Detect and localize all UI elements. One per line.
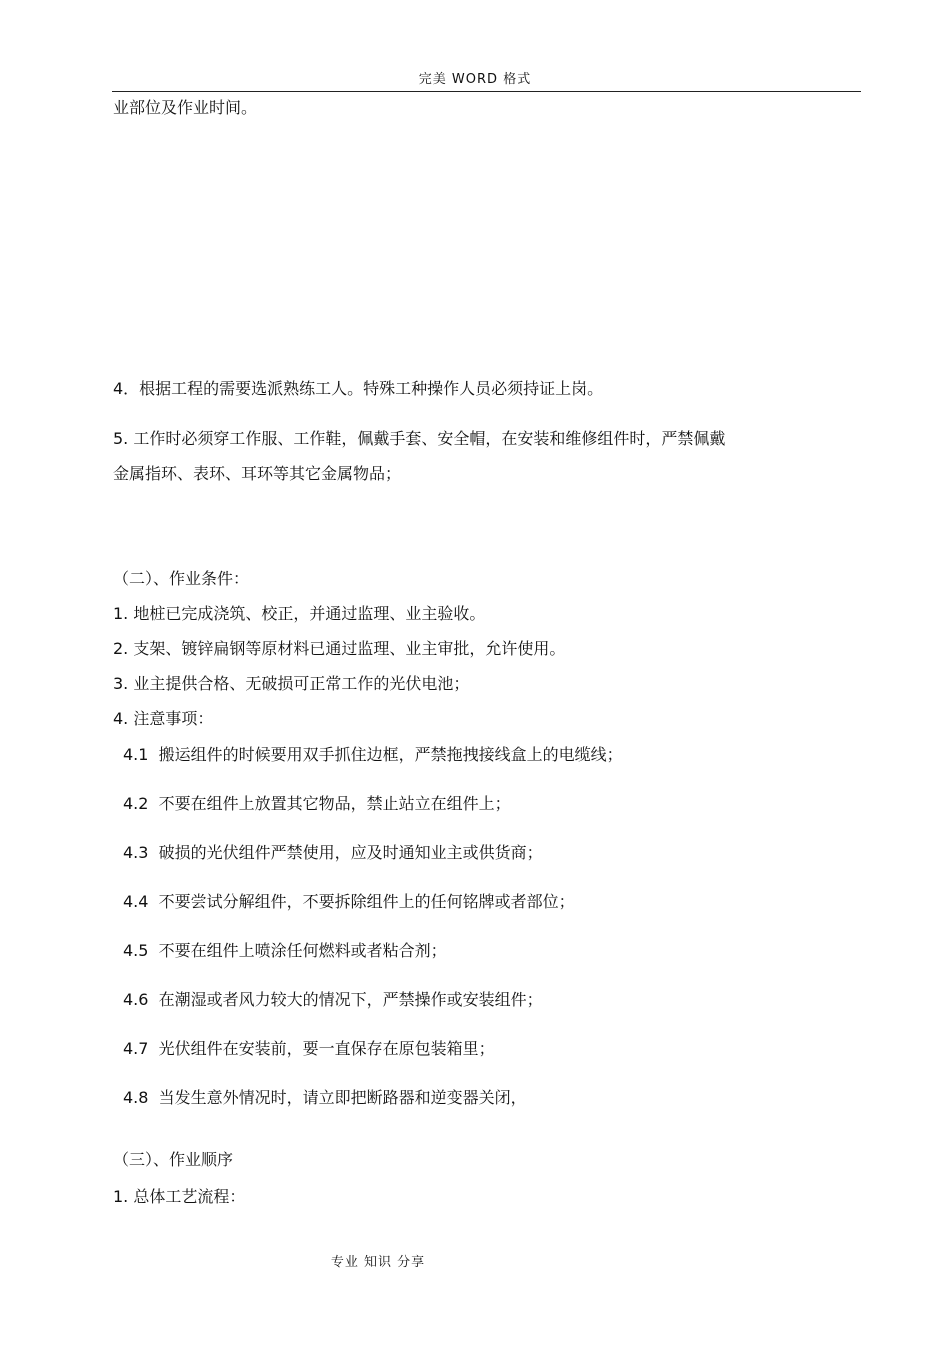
note-item (123, 745, 623, 765)
note-text: 搬运组件的时候要用双手抓住边框，严禁拖拽接线盒上的电缆线； (158, 745, 623, 764)
note-number: 4.7 (123, 1039, 149, 1058)
note-text: 破损的光伏组件严禁使用，应及时通知业主或供货商； (158, 843, 543, 862)
note-number: 4.1 (123, 745, 149, 764)
condition-item-3: 3. 业主提供合格、无破损可正常工作的光伏电池； (113, 674, 470, 693)
condition-item-1: 1. 地桩已完成浇筑、校正，并通过监理、业主验收。 (113, 604, 486, 623)
note-item (123, 1088, 527, 1108)
note-number: 4.5 (123, 941, 149, 960)
page-footer: 专业 知识 分享 (330, 1255, 426, 1270)
section-title-work-conditions: （二）、作业条件： (113, 569, 250, 588)
note-text: 不要尝试分解组件，不要拆除组件上的任何铭牌或者部位； (158, 892, 575, 911)
condition-item-4: 4. 注意事项： (113, 709, 214, 728)
requirement-item-5-line-2: 金属指环、表环、耳环等其它金属物品； (113, 464, 402, 483)
note-number: 4.4 (123, 892, 149, 911)
continuation-line: 业部位及作业时间。 (113, 98, 258, 117)
note-item (123, 941, 447, 961)
note-text: 不要在组件上放置其它物品，禁止站立在组件上； (158, 794, 511, 813)
note-number: 4.2 (123, 794, 149, 813)
note-item (123, 990, 543, 1010)
note-item (123, 843, 543, 863)
note-text: 光伏组件在安装前，要一直保存在原包装箱里； (158, 1039, 495, 1058)
requirement-item-4: 4．根据工程的需要选派熟练工人。特殊工种操作人员必须持证上岗。 (113, 379, 604, 398)
note-item (123, 794, 511, 814)
section-title-work-sequence: （三）、作业顺序 (113, 1150, 234, 1169)
requirement-item-5-line-1: 5. 工作时必须穿工作服、工作鞋，佩戴手套、安全帽，在安装和维修组件时，严禁佩戴 (113, 429, 726, 448)
note-text: 不要在组件上喷涂任何燃料或者粘合剂； (158, 941, 447, 960)
note-number: 4.6 (123, 990, 149, 1009)
header-divider (112, 91, 861, 92)
note-item (123, 1039, 495, 1059)
note-item (123, 892, 575, 912)
note-number: 4.3 (123, 843, 149, 862)
page-header: 完美 WORD 格式 (418, 72, 532, 87)
note-number: 4.8 (123, 1088, 149, 1107)
sequence-item-1: 1. 总体工艺流程： (113, 1187, 246, 1206)
note-text: 当发生意外情况时，请立即把断路器和逆变器关闭， (158, 1088, 527, 1107)
condition-item-2: 2. 支架、镀锌扁钢等原材料已通过监理、业主审批，允许使用。 (113, 639, 566, 658)
note-text: 在潮湿或者风力较大的情况下，严禁操作或安装组件； (158, 990, 543, 1009)
